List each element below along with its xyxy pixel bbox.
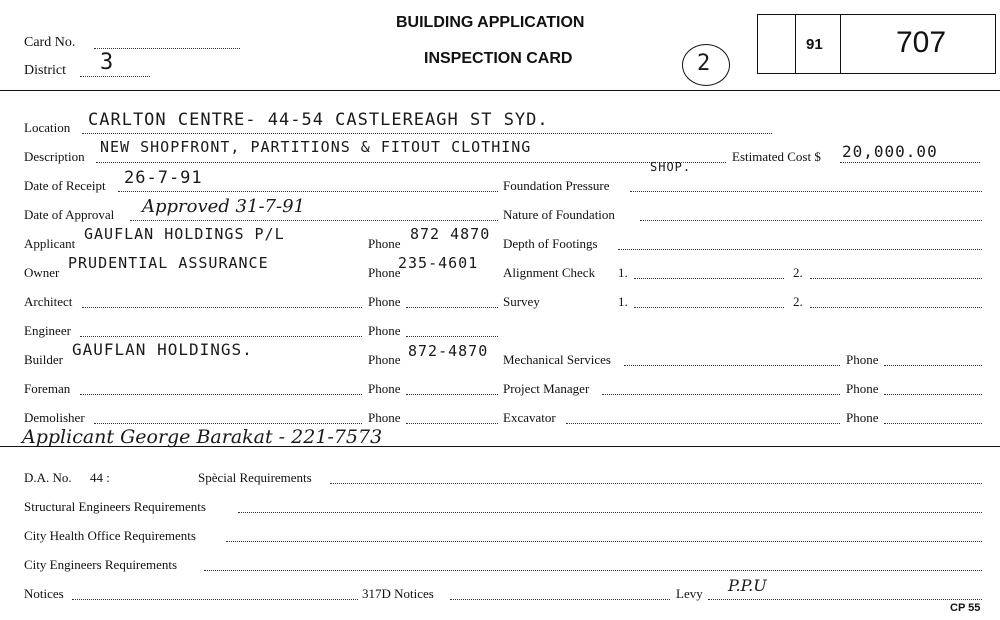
mechanical-phone-label: Phone (846, 352, 879, 367)
excavator-label: Excavator (503, 410, 556, 425)
depth-of-footings-label: Depth of Footings (503, 236, 598, 251)
special-requirements-label: Spècial Requirements (198, 470, 312, 485)
survey-n1: 1. (618, 294, 628, 309)
description-value-line2: SHOP. (650, 160, 692, 174)
box-small-value: 91 (806, 36, 823, 53)
foreman-label: Foreman (24, 381, 71, 396)
district-value: 3 (100, 50, 115, 75)
applicant-phone-value: 872 4870 (410, 225, 491, 243)
foreman-phone-label: Phone (368, 381, 401, 396)
da-no-label: D.A. No. (24, 470, 72, 485)
card-no-field[interactable] (94, 48, 240, 49)
excavator-phone-label: Phone (846, 410, 879, 425)
engineer-field[interactable] (80, 336, 362, 337)
header-rule (0, 90, 1000, 91)
card-number-box (757, 14, 996, 74)
city-engineers-requirements-field[interactable] (204, 570, 982, 571)
foundation-pressure-field[interactable] (630, 191, 982, 192)
notices-317d-field[interactable] (450, 599, 670, 600)
handwritten-applicant-note: Applicant George Barakat - 221-7573 (22, 426, 383, 448)
architect-label: Architect (24, 294, 73, 309)
title-line2: INSPECTION CARD (424, 50, 573, 67)
notices-317d-label: 317D Notices (362, 586, 434, 601)
applicant-label: Applicant (24, 236, 76, 251)
date-of-approval-value: Approved 31-7-91 (142, 196, 305, 217)
alignment-check-n1: 1. (618, 265, 628, 280)
engineer-phone-field[interactable] (406, 336, 498, 337)
alignment-check-label: Alignment Check (503, 265, 596, 280)
architect-phone-field[interactable] (406, 307, 498, 308)
title-line1: BUILDING APPLICATION (396, 14, 585, 31)
builder-label: Builder (24, 352, 63, 367)
alignment-check-n2: 2. (793, 265, 803, 280)
depth-of-footings-field[interactable] (618, 249, 982, 250)
description-label: Description (24, 149, 85, 164)
survey-n2: 2. (793, 294, 803, 309)
project-manager-phone-label: Phone (846, 381, 879, 396)
location-value: CARLTON CENTRE- 44-54 CASTLEREAGH ST SYD. (88, 110, 549, 130)
box-large-value: 707 (896, 26, 947, 59)
city-health-requirements-field[interactable] (226, 541, 982, 542)
date-of-receipt-label: Date of Receipt (24, 178, 106, 193)
excavator-field[interactable] (566, 423, 840, 424)
circled-number: 2 (697, 51, 712, 76)
project-manager-field[interactable] (602, 394, 840, 395)
date-of-approval-field[interactable] (130, 220, 498, 221)
form-code: CP 55 (950, 602, 981, 614)
estimated-cost-field[interactable] (840, 162, 980, 163)
builder-phone-value: 872-4870 (408, 342, 489, 360)
box-divider-1 (795, 14, 796, 74)
levy-label: Levy (676, 586, 703, 601)
foundation-pressure-label: Foundation Pressure (503, 178, 610, 193)
builder-phone-label: Phone (368, 352, 401, 367)
demolisher-label: Demolisher (24, 410, 85, 425)
date-of-receipt-value: 26-7-91 (124, 168, 203, 188)
demolisher-phone-field[interactable] (406, 423, 498, 424)
nature-of-foundation-label: Nature of Foundation (503, 207, 615, 222)
date-of-receipt-field[interactable] (118, 191, 498, 192)
estimated-cost-value: 20,000.00 (842, 142, 938, 161)
engineer-label: Engineer (24, 323, 71, 338)
owner-phone-label: Phone (368, 265, 401, 280)
description-value-line1: NEW SHOPFRONT, PARTITIONS & FITOUT CLOTHING (100, 138, 532, 156)
location-field[interactable] (82, 133, 772, 134)
mechanical-services-label: Mechanical Services (503, 352, 611, 367)
foreman-field[interactable] (80, 394, 362, 395)
applicant-value: GAUFLAN HOLDINGS P/L (84, 225, 285, 243)
builder-value: GAUFLAN HOLDINGS. (72, 340, 253, 359)
architect-field[interactable] (82, 307, 362, 308)
owner-value: PRUDENTIAL ASSURANCE (68, 254, 269, 272)
mid-rule (0, 446, 1000, 447)
district-field[interactable] (80, 76, 150, 77)
notices-label: Notices (24, 586, 64, 601)
survey-field-1[interactable] (634, 307, 784, 308)
demolisher-field[interactable] (94, 423, 362, 424)
estimated-cost-label: Estimated Cost $ (732, 149, 821, 164)
location-label: Location (24, 120, 71, 135)
structural-requirements-field[interactable] (238, 512, 982, 513)
mechanical-services-field[interactable] (624, 365, 840, 366)
survey-label: Survey (503, 294, 540, 309)
engineer-phone-label: Phone (368, 323, 401, 338)
applicant-phone-label: Phone (368, 236, 401, 251)
alignment-check-field-2[interactable] (810, 278, 982, 279)
project-manager-label: Project Manager (503, 381, 590, 396)
alignment-check-field-1[interactable] (634, 278, 784, 279)
box-divider-2 (840, 14, 841, 74)
demolisher-phone-label: Phone (368, 410, 401, 425)
card-no-label: Card No. (24, 35, 76, 50)
notices-field[interactable] (72, 599, 358, 600)
architect-phone-label: Phone (368, 294, 401, 309)
foreman-phone-field[interactable] (406, 394, 498, 395)
levy-field[interactable] (708, 599, 982, 600)
owner-phone-value: 235-4601 (398, 254, 479, 272)
city-health-requirements-label: City Health Office Requirements (24, 528, 196, 543)
structural-requirements-label: Structural Engineers Requirements (24, 499, 206, 514)
excavator-phone-field[interactable] (884, 423, 982, 424)
da-no-value: 44 : (90, 470, 110, 485)
district-label: District (24, 63, 66, 78)
date-of-approval-label: Date of Approval (24, 207, 115, 222)
description-field[interactable] (96, 162, 726, 163)
city-engineers-requirements-label: City Engineers Requirements (24, 557, 178, 572)
nature-of-foundation-field[interactable] (640, 220, 982, 221)
owner-label: Owner (24, 265, 60, 280)
levy-value: P.P.U (728, 576, 767, 595)
survey-field-2[interactable] (810, 307, 982, 308)
mechanical-phone-field[interactable] (884, 365, 982, 366)
circled-mark (682, 44, 730, 86)
project-manager-phone-field[interactable] (884, 394, 982, 395)
special-requirements-field[interactable] (330, 483, 982, 484)
